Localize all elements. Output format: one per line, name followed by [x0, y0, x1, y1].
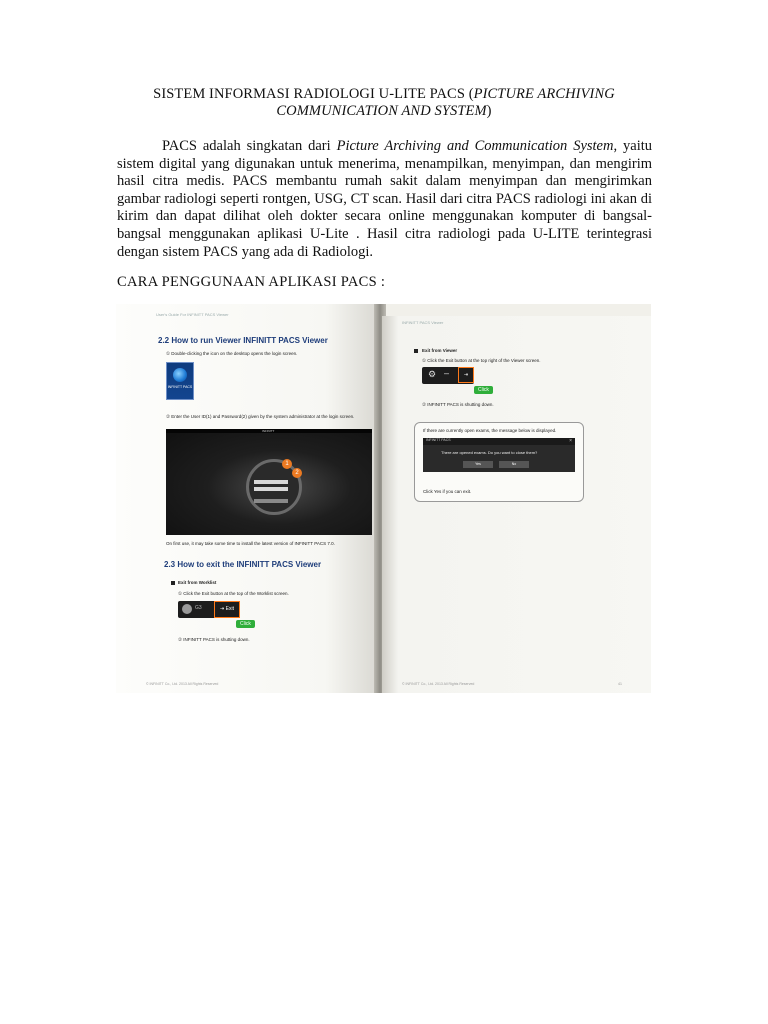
- paragraph-lead: PACS adalah singkatan dari: [162, 138, 337, 154]
- worklist-toolbar-label: G3: [195, 605, 202, 611]
- step-shutdown-worklist: ② INFINITT PACS is shutting down.: [178, 637, 250, 642]
- step-click-exit-worklist: ① Click the Exit button at the top of the Worklist screen.: [178, 591, 289, 596]
- document-title: [120, 86, 648, 120]
- message-callout-frame: [414, 422, 584, 502]
- message-intro: If there are currently open exams, the message below is displayed.: [423, 428, 557, 433]
- login-screen-screenshot: [166, 429, 372, 535]
- close-icon: ×: [569, 438, 572, 444]
- login-button: [254, 499, 288, 503]
- step-click-exit-viewer: ① Click the Exit button at the top right of the Viewer screen.: [422, 358, 541, 363]
- worklist-exit-label: Exit: [225, 606, 234, 612]
- exit-from-viewer-label: Exit from Viewer: [422, 348, 458, 353]
- password-field: [254, 487, 288, 491]
- callout-badge-1: 1: [282, 459, 292, 469]
- dialog-title: INFINITT PACS: [423, 438, 575, 445]
- dialog-message: There are opened exams. Do you want to close them?: [441, 450, 538, 455]
- step-enter-credentials: ② Enter the User ID(1) and Password(2) given by the system administrator at the login screen.: [166, 414, 355, 419]
- exit-icon: ⇥: [463, 372, 469, 378]
- user-id-field: [254, 480, 288, 484]
- section-heading: CARA PENGGUNAAN APLIKASI PACS :: [117, 274, 386, 290]
- title-line2-italic: COMMUNICATION AND SYSTEM: [276, 103, 487, 119]
- gear-icon: ⚙: [428, 369, 437, 379]
- intro-paragraph: [117, 138, 652, 261]
- section-exit-viewer: 2.3 How to exit the INFINITT PACS Viewer: [164, 560, 322, 569]
- viewer-exit-button: [458, 367, 474, 383]
- left-page-header: User's Guide For INFINITT PACS Viewer: [156, 312, 229, 317]
- infinitt-pacs-app-icon: [166, 362, 194, 400]
- right-page-header: INFINITT PACS Viewer: [402, 320, 444, 325]
- section-run-viewer: 2.2 How to run Viewer INFINITT PACS Viewer: [158, 336, 328, 345]
- bullet-square: [171, 581, 175, 585]
- dialog-yes-button: Yes: [463, 461, 493, 468]
- paragraph-italic-term: Picture Archiving and Communication System: [336, 138, 614, 154]
- bullet-square: [414, 349, 418, 353]
- step-shutdown-viewer: ② INFINITT PACS is shutting down.: [422, 402, 494, 407]
- login-titlebar: [166, 429, 372, 433]
- login-brand: INFINITT: [262, 429, 275, 433]
- title-line2-suffix: ): [486, 103, 492, 119]
- dialog-no-button: No: [499, 461, 529, 468]
- viewer-click-callout: Click: [474, 386, 493, 394]
- left-page-footer: © INFINITT Co., Ltd. 2013 All Rights Reserved: [146, 682, 219, 686]
- manual-right-page: [382, 316, 651, 693]
- app-icon-label: INFINITT PACS: [167, 385, 193, 389]
- paragraph-body: , yaitu sistem digital yang digunakan untuk menerima, menampilkan, menyimpan, dan mengirim hasil citra medis. PACS membantu rumah sakit dalam menyimpan dan mengirimkan gambar radiologi seperti rontgen, USG, CT scan. Hasil dari citra PACS radiologi ini akan di kirim dan dapat dilihat oleh dokter secara online menggunakan komputer di bangsal- bangsal menggunakan aplikasi U-Lite . Hasil citra radiologi pada U-LITE terintegrasi dengan sistem PACS yang ada di Radiologi.: [117, 138, 653, 260]
- right-page-footer: © INFINITT Co., Ltd. 2013 All Rights Reserved: [402, 682, 475, 686]
- callout-badge-2: 2: [292, 468, 302, 478]
- user-avatar-icon: [182, 604, 192, 614]
- manual-left-page: [116, 304, 378, 693]
- minimize-icon: –: [444, 368, 450, 378]
- title-line1-italic: PICTURE ARCHIVING: [473, 86, 615, 102]
- manual-photo: [116, 304, 651, 693]
- worklist-click-callout: Click: [236, 620, 255, 628]
- right-page-number: 41: [618, 682, 622, 686]
- exit-from-worklist-label: Exit from Worklist: [178, 580, 217, 585]
- message-outro: Click Yes if you can exit.: [423, 489, 472, 494]
- close-exams-dialog: [423, 438, 575, 472]
- worklist-exit-button: [214, 601, 240, 618]
- first-use-note: On first use, it may take some time to install the latest version of INFINITT PACS 7.0.: [166, 541, 335, 546]
- exit-icon: ⇥: [220, 606, 225, 612]
- globe-icon: [173, 368, 187, 382]
- step-double-click: ① Double-clicking the icon on the desktop opens the login screen.: [166, 351, 298, 356]
- title-line1-prefix: SISTEM INFORMASI RADIOLOGI U-LITE PACS (: [153, 86, 474, 102]
